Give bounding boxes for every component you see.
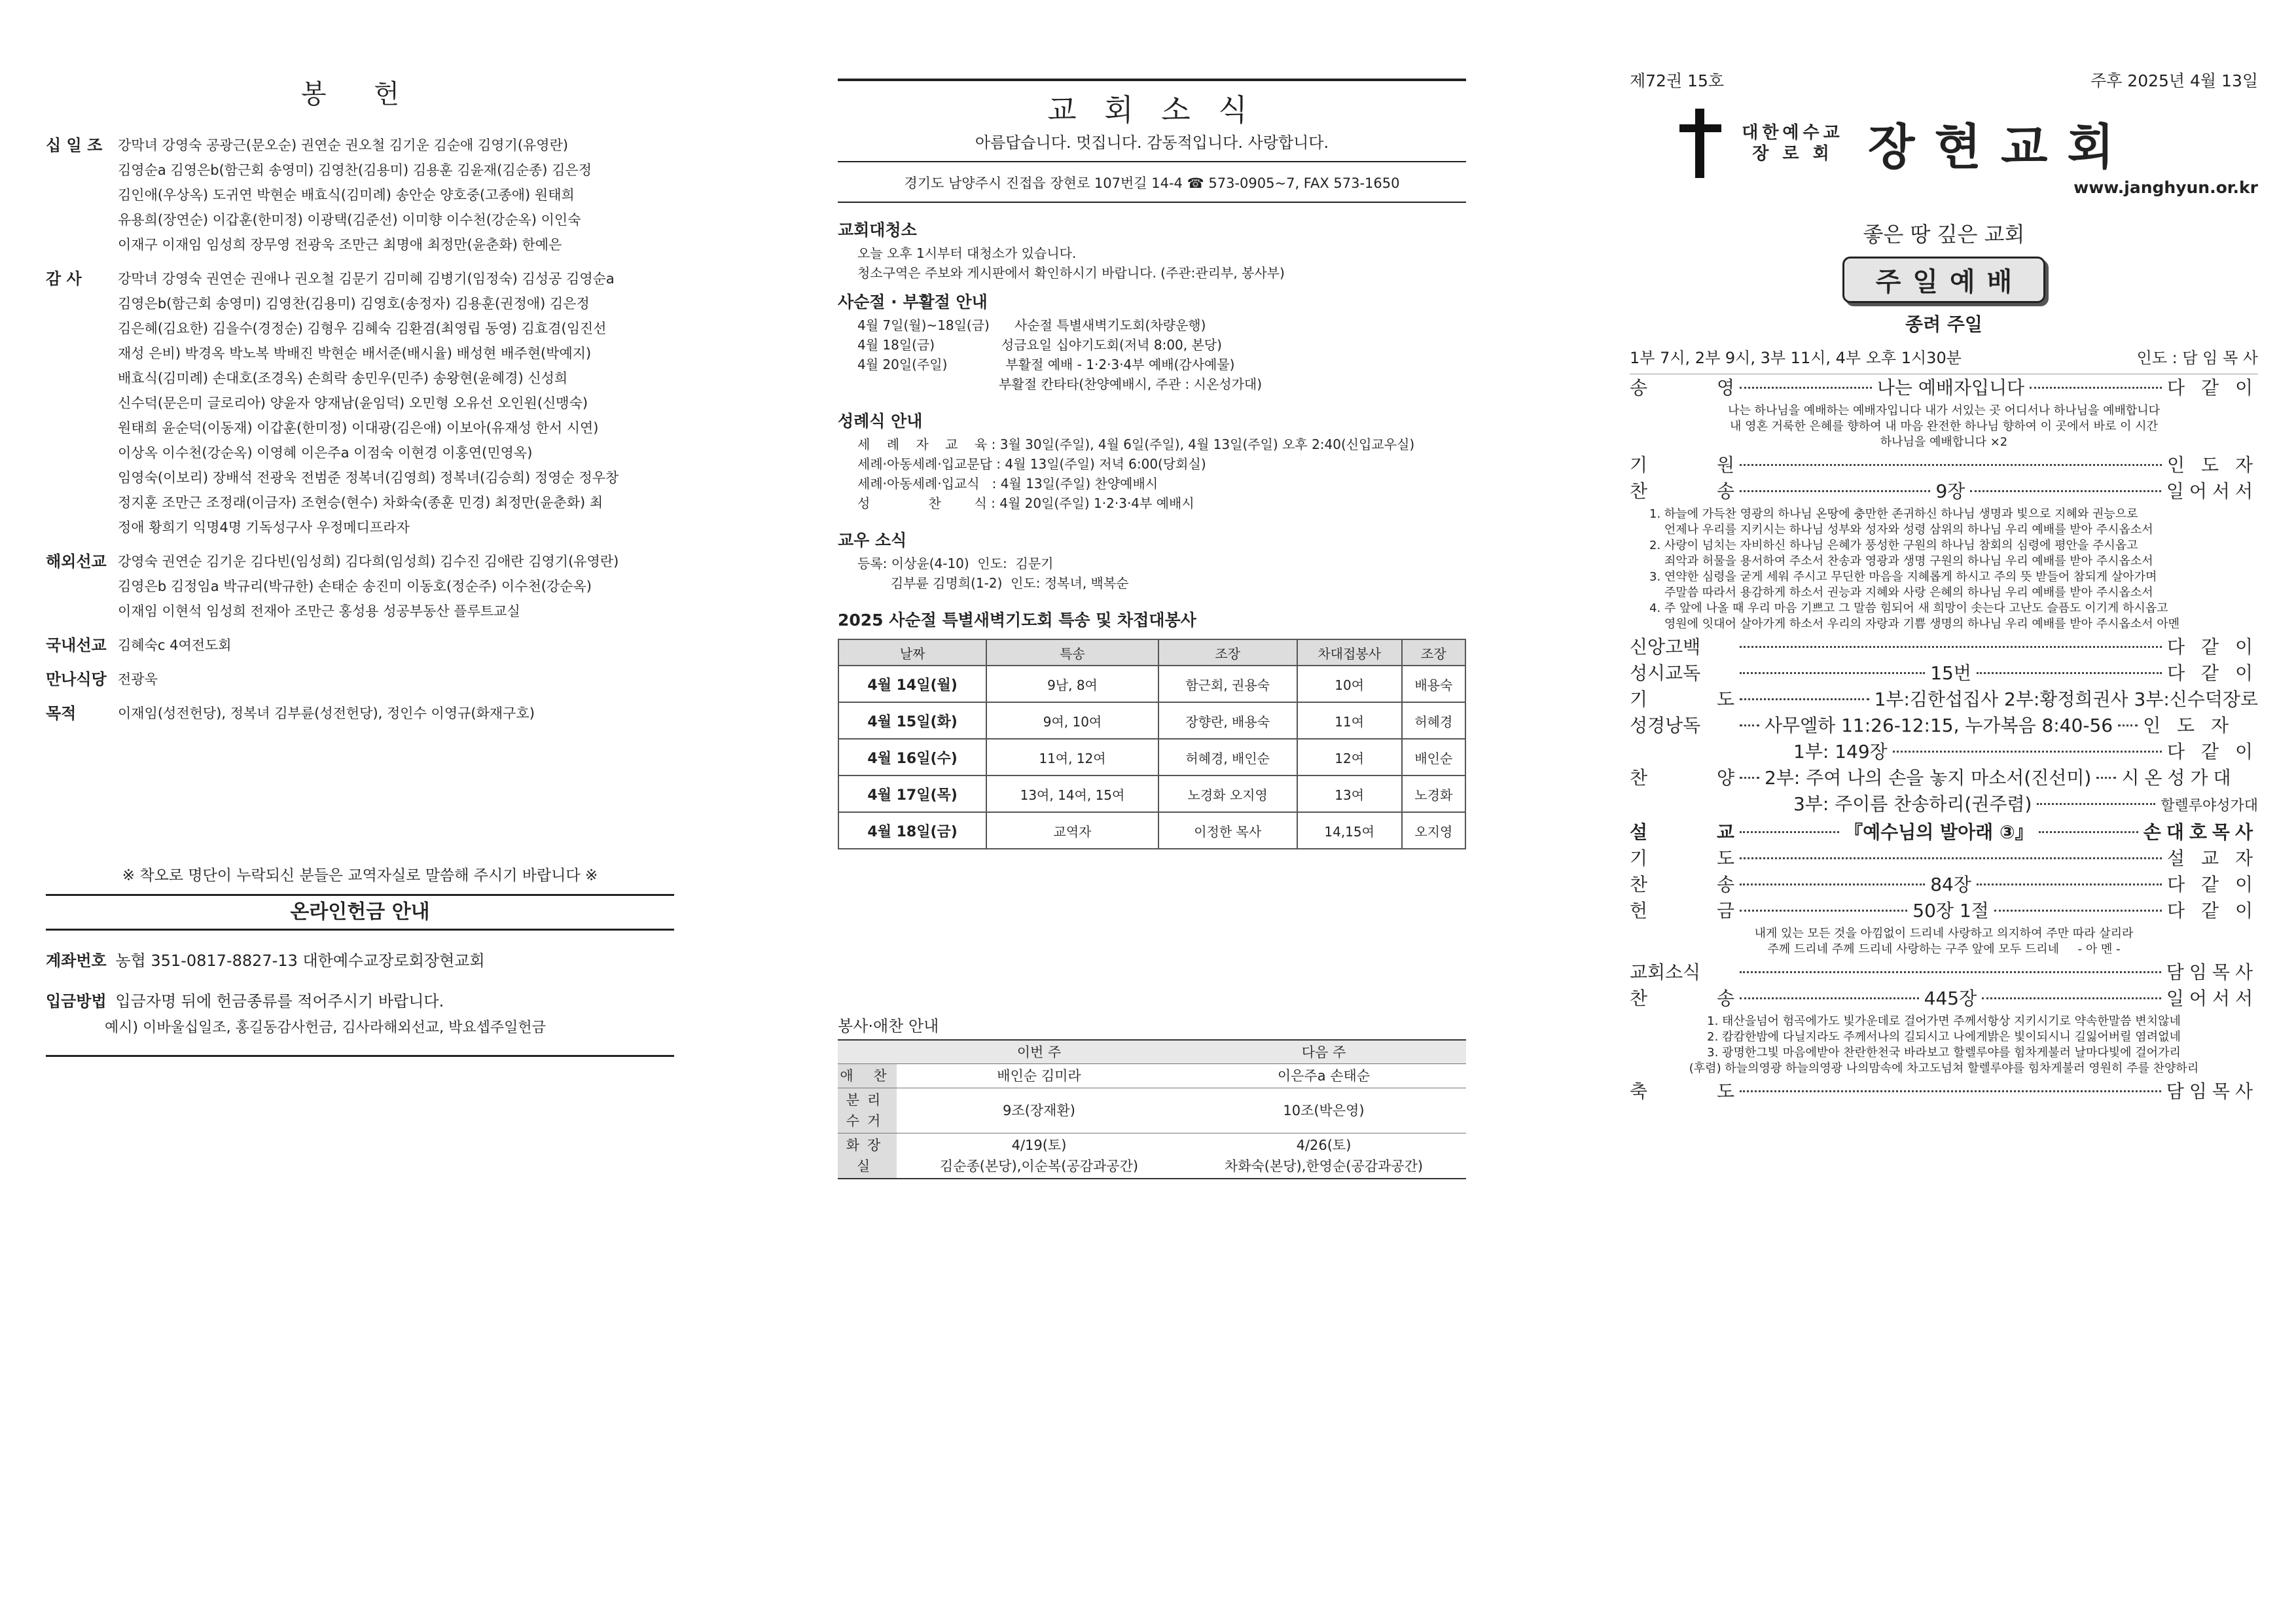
offering-name-line: 정애 황희기 익명4명 기독성구사 우정메디프라자 <box>118 520 410 535</box>
offering-name-line: 유용희(장연순) 이갑훈(한미정) 이광택(김준선) 이미향 이수천(강순옥) 이인숙 <box>118 212 581 228</box>
table-row <box>838 666 1465 702</box>
order-leader: 일어서서 <box>2166 988 2258 1009</box>
dawn-prayer-table <box>838 639 1466 849</box>
order-item <box>1630 687 2258 712</box>
dot-leader <box>1740 490 1930 492</box>
table-cell: 허혜경 <box>1402 702 1465 739</box>
table-header: 다음 주 <box>1181 1040 1466 1063</box>
offering-group <box>46 549 674 624</box>
cross-icon <box>1676 109 1725 178</box>
order-leader: 할렐루야성가대 <box>2161 798 2258 814</box>
method-value: 입금자명 뒤에 헌금종류를 적어주시기 바랍니다. <box>115 992 444 1010</box>
order-label: 교회소식 <box>1630 961 1701 983</box>
lyric-line: 2. 캄캄한밤에 다닐지라도 주께서나의 길되시고 나에게밝은 빛이되시니 길잃어버릴 염려없네 <box>1707 1030 2181 1044</box>
table-cell: 10여 <box>1297 666 1402 702</box>
table-cell: 4/26(토) 차화숙(본당),한영순(공감과공간) <box>1181 1133 1466 1179</box>
dot-leader <box>1740 724 1759 726</box>
order-item <box>1630 792 2258 819</box>
table-header: 차대접봉사 <box>1297 639 1402 666</box>
bulletin-date: 주후 2025년 4월 13일 <box>2090 71 2258 90</box>
denomination: 대한예수교 장 로 회 <box>1742 123 1844 164</box>
dot-leader <box>1740 1090 2161 1092</box>
account-value: 농협 351-0817-8827-13 대한예수교장로회장현교회 <box>115 952 485 970</box>
account-label: 계좌번호 <box>46 952 107 970</box>
table-cell: 노경화 오지영 <box>1158 776 1297 812</box>
table-cell: 화장실 <box>838 1133 897 1179</box>
news-header <box>838 79 1466 162</box>
order-label: 설 교 <box>1630 821 1734 843</box>
table-cell: 4월 16일(수) <box>838 739 986 776</box>
offering-names <box>118 667 674 692</box>
offering-group <box>46 133 674 257</box>
cleaning-title: 교회대청소 <box>838 221 917 240</box>
table-header: 특송 <box>986 639 1158 666</box>
church-motto: 좋은 땅 깊은 교회 <box>1863 222 2025 247</box>
order-of-worship <box>1630 376 2258 1104</box>
order-content: 50장 1절 <box>1912 900 1989 921</box>
order-label: 헌 금 <box>1630 900 1734 921</box>
offering-name-line: 강막녀 강영숙 권연순 권애나 권오철 김문기 김미혜 김병기(임정숙) 김성공 김영순a <box>118 271 615 287</box>
table-row <box>838 1088 1466 1133</box>
table-cell: 10조(박은영) <box>1181 1088 1466 1133</box>
table-cell: 11여 <box>1297 702 1402 739</box>
order-item <box>1630 960 2258 985</box>
order-leader: 다 같 이 <box>2167 874 2258 895</box>
offering-name-line: 신수덕(문은미 글로리아) 양윤자 양재남(윤임덕) 오민형 오유선 오인원(신맹숙) <box>118 395 588 411</box>
order-content: 1부: 149장 <box>1793 741 1888 762</box>
order-label: 기 도 <box>1630 847 1734 869</box>
news-line: 4월 20일(주일) 부활절 예배 - 1·2·3·4부 예배(감사예물) <box>857 357 1235 372</box>
order-label: 성시교독 <box>1630 662 1701 684</box>
hymn-lyrics <box>1630 403 2258 450</box>
offering-name-line: 이재임(성전헌당), 정복녀 김부륜(성전헌당), 정인수 이영규(화재구호) <box>118 705 535 721</box>
offering-name-line: 강영숙 권연순 김기운 김다빈(임성희) 김다희(임성희) 김수진 김애란 김영기(유영란) <box>118 554 619 569</box>
order-content: 나는 예배자입니다 <box>1876 377 2025 399</box>
offering-name-line: 김영순a 김영은b(함근회 송영미) 김영찬(김용미) 김용훈 김윤재(김순종) 김은정 <box>118 162 592 178</box>
order-leader: 다 같 이 <box>2167 662 2258 684</box>
order-item <box>1630 635 2258 660</box>
order-item <box>1630 846 2258 871</box>
lyric-line: 주께 드리네 주께 드리네 사랑하는 구주 앞에 모두 드리네 - 아 멘 - <box>1767 942 2121 956</box>
order-label: 기 도 <box>1630 688 1734 710</box>
offering-group <box>46 266 674 540</box>
table-row <box>838 702 1465 739</box>
table-cell: 13여, 14여, 15여 <box>986 776 1158 812</box>
hymn-lyrics <box>1630 1014 2258 1077</box>
volunteer-table <box>838 1039 1466 1179</box>
news-line: 청소구역은 주보와 게시판에서 확인하시기 바랍니다. (주관:관리부, 봉사부) <box>857 265 1285 281</box>
table-cell: 배인순 김미라 <box>897 1063 1181 1088</box>
lyric-line: 2. 사랑이 넘치는 자비하신 하나님 은혜가 풍성한 구원의 하나님 참회의 심령에 평안을 주시옵고 <box>1649 539 2138 552</box>
offering-name-line: 김인애(우상옥) 도귀연 박현순 배효식(김미례) 송안순 양호중(고종애) 원태희 <box>118 187 575 203</box>
table-row <box>838 776 1465 812</box>
offering-names <box>118 266 674 540</box>
dot-leader <box>1977 672 2162 674</box>
offering-names <box>118 701 674 726</box>
offering-names <box>118 549 674 624</box>
dot-leader <box>1994 910 2162 912</box>
lyric-line: 나는 하나님을 예배하는 예배자입니다 내가 서있는 곳 어디서나 하나님을 예배합니다 <box>1727 404 2161 418</box>
table-header: 조장 <box>1402 639 1465 666</box>
hymn-lyrics <box>1630 507 2258 632</box>
table-cell: 노경화 <box>1402 776 1465 812</box>
offering-list <box>46 133 674 726</box>
order-leader: 손대호목사 <box>2143 821 2258 843</box>
worship-order-page <box>1630 0 2258 1623</box>
table-cell: 9여, 10여 <box>986 702 1158 739</box>
dot-leader <box>1977 883 2162 885</box>
table-cell: 분리수거 <box>838 1088 897 1133</box>
order-content: 2부: 주여 나의 손을 놓지 마소서(진선미) <box>1765 767 2092 789</box>
dot-leader <box>2118 724 2138 726</box>
order-leader: 설 교 자 <box>2167 847 2258 869</box>
dot-leader <box>1740 646 2162 648</box>
order-item <box>1630 740 2258 764</box>
table-cell: 이정한 목사 <box>1158 812 1297 849</box>
lyric-line: 하나님을 예배합니다 ×2 <box>1880 435 2008 449</box>
church-logo <box>1630 107 2258 179</box>
order-leader: 다 같 이 <box>2167 900 2258 921</box>
offering-name-line: 김영은b(함근회 송영미) 김영찬(김용미) 김영호(송정자) 김용훈(권정애) 김은정 <box>118 296 590 312</box>
offering-name-line: 정지훈 조만근 조정래(이금자) 조현승(현수) 차화숙(종훈 민경) 최정만(윤춘화) 최 <box>118 495 603 510</box>
hymn-lyrics <box>1630 926 2258 957</box>
lyric-line: 내 영혼 거룩한 은혜를 향하여 내 마음 완전한 하나님 향하여 이 곳에서 바로 이 시간 <box>1730 419 2158 433</box>
news-line: 세 례 자 교 육 : 3월 30일(주일), 4월 6일(주일), 4월 13일(주일) 오후 2:40(신입교우실) <box>857 437 1415 452</box>
lyric-line: (후렴) 하늘의영광 하늘의영광 나의맘속에 차고도넘쳐 할렐루야를 힘차게불러 영원히 주를 찬양하리 <box>1689 1061 2199 1075</box>
member-news-lines <box>838 554 1466 593</box>
table-header: 조장 <box>1158 639 1297 666</box>
order-item <box>1630 899 2258 923</box>
dot-leader <box>1740 997 1919 999</box>
method-example: 예시) 이바울십일조, 홍길동감사헌금, 김사라해외선교, 박요셉주일헌금 <box>105 1020 546 1036</box>
cleaning-lines <box>838 243 1466 283</box>
offering-names <box>118 633 674 658</box>
lyric-line: 1. 하늘에 가득찬 영광의 하나님 온땅에 충만한 존귀하신 하나님 생명과 빛으로 지혜와 권능으로 <box>1649 507 2138 521</box>
lyric-line: 1. 태산을넘어 험곡에가도 빛가운데로 걸어가면 주께서항상 지키시기로 약속한말씀 변치않네 <box>1707 1014 2181 1028</box>
order-item <box>1630 479 2258 504</box>
order-label: 성경낭독 <box>1630 715 1701 736</box>
dot-leader <box>1740 971 2161 973</box>
order-label: 송 영 <box>1630 377 1734 399</box>
church-news-page <box>838 0 1466 1623</box>
dot-leader <box>1740 831 1839 833</box>
offering-name-line: 전광욱 <box>118 671 158 687</box>
order-label: 찬 송 <box>1630 874 1734 895</box>
worship-badge: 주일예배 <box>1630 257 2258 303</box>
offering-name-line: 김영은b 김정임a 박규리(박규한) 손태순 송진미 이동호(정순주) 이수천(강순옥) <box>118 579 592 594</box>
offering-name-line: 원태희 윤순덕(이동재) 이갑훈(한미정) 이대광(김은애) 이보아(유재성 한서 시연) <box>118 420 599 436</box>
offering-label: 십 일 조 <box>46 136 103 154</box>
offering-group <box>46 667 674 692</box>
sacrament-title: 성례식 안내 <box>838 412 923 431</box>
offering-name-line: 이재임 이현석 임성희 전재아 조만근 홍성용 성공부동산 플루트교실 <box>118 603 520 619</box>
table-row <box>838 739 1465 776</box>
offering-label: 국내선교 <box>46 636 107 654</box>
table-cell: 4월 18일(금) <box>838 812 986 849</box>
order-item <box>1630 376 2258 401</box>
order-leader: 다 같 이 <box>2167 741 2258 762</box>
lent-title: 사순절 · 부활절 안내 <box>838 293 988 312</box>
service-times-row <box>1630 345 2258 374</box>
offering-title: 봉 헌 <box>301 79 419 109</box>
order-content: 9장 <box>1935 480 1965 502</box>
offering-name-line: 임영숙(이보리) 장배석 전광욱 전범준 정복녀(김영희) 정복녀(김승희) 정영순 정우창 <box>118 470 619 486</box>
offering-group <box>46 633 674 658</box>
table-cell: 이은주a 손태순 <box>1181 1063 1466 1088</box>
order-item <box>1630 661 2258 686</box>
offering-label: 해외선교 <box>46 552 107 571</box>
order-label: 찬 송 <box>1630 988 1734 1009</box>
order-content: 15번 <box>1930 662 1971 684</box>
dot-leader <box>1740 698 1869 700</box>
offering-label: 만나식당 <box>46 670 107 688</box>
service-leader: 인도 : 담 임 목 사 <box>2136 349 2258 367</box>
order-content: 445장 <box>1924 988 1977 1009</box>
order-item <box>1630 872 2258 897</box>
table-cell: 11여, 12여 <box>986 739 1158 776</box>
dot-leader <box>1982 997 2161 999</box>
news-line: 4월 7일(월)~18일(금) 사순절 특별새벽기도회(차량운행) <box>857 317 1206 333</box>
dot-leader <box>1740 387 1872 389</box>
lyric-line: 언제나 우리를 지키시는 하나님 성부와 성자와 성령 삼위의 하나님 우리 예배를 받아 주시옵소서 <box>1649 523 2153 537</box>
order-item <box>1630 820 2258 845</box>
order-leader: 담임목사 <box>2166 1080 2258 1102</box>
table-row <box>838 1133 1466 1179</box>
dot-leader <box>1740 777 1759 779</box>
offering-name-line: 이재구 이재임 임성희 장무영 전광욱 조만근 최명애 최정만(윤춘화) 한예은 <box>118 237 562 253</box>
account-row <box>46 946 674 975</box>
news-line: 오늘 오후 1시부터 대청소가 있습니다. <box>857 245 1077 261</box>
table-cell: 9남, 8여 <box>986 666 1158 702</box>
order-label: 축 도 <box>1630 1080 1734 1102</box>
sunday-name: 종려 주일 <box>1905 313 1982 335</box>
order-item <box>1630 766 2258 791</box>
news-line: 성 찬 식 : 4월 20일(주일) 1·2·3·4부 예배시 <box>857 495 1194 511</box>
omission-notice: ※ 착오로 명단이 누락되신 분들은 교역자실로 말씀해 주시기 바랍니다 ※ <box>122 867 598 884</box>
table-cell: 4월 15일(화) <box>838 702 986 739</box>
member-news-title: 교우 소식 <box>838 531 907 550</box>
offering-name-line: 배효식(김미례) 손대호(조경옥) 손희락 송민우(민주) 송왕현(윤혜경) 신성희 <box>118 370 568 386</box>
table-cell: 14,15여 <box>1297 812 1402 849</box>
dot-leader <box>2030 387 2162 389</box>
lyric-line: 영원에 잇대어 살아가게 하소서 우리의 자랑과 기쁨 생명의 하나님 우리 예배를 받아 주시옵소서 아멘 <box>1649 617 2180 631</box>
bulletin-header <box>1630 68 2258 94</box>
news-subtitle: 아름답습니다. 멋집니다. 감동적입니다. 사랑합니다. <box>975 134 1329 152</box>
news-line: 4월 18일(금) 성금요일 십야기도회(저녁 8:00, 본당) <box>857 337 1222 353</box>
table-cell: 4월 14일(월) <box>838 666 986 702</box>
order-leader: 인 도 자 <box>2167 454 2258 476</box>
table-header <box>838 1040 897 1063</box>
order-item <box>1630 986 2258 1011</box>
dot-leader <box>1740 464 2162 466</box>
table-cell: 장향란, 배용숙 <box>1158 702 1297 739</box>
sacrament-lines <box>838 435 1466 513</box>
dot-leader <box>2096 777 2116 779</box>
dawn-prayer-title: 2025 사순절 특별새벽기도회 특송 및 차접대봉사 <box>838 611 1196 630</box>
table-cell: 오지영 <box>1402 812 1465 849</box>
lyric-line: 3. 연약한 심령을 굳게 세워 주시고 무딘한 마음을 지혜롭게 하시고 주의 뜻 받들어 참되게 살아가며 <box>1649 570 2157 584</box>
order-label: 기 원 <box>1630 454 1734 476</box>
lyric-line: 4. 주 앞에 나올 때 우리 마음 기쁘고 그 말씀 힘되어 새 희망이 솟는다 고난도 슬픔도 이기게 하시옵고 <box>1649 601 2168 615</box>
church-address: 경기도 남양주시 진접읍 장현로 107번길 14-4 ☎ 573-0905~7, FAX 573-1650 <box>838 162 1466 203</box>
order-item <box>1630 1079 2258 1104</box>
issue-number: 제72권 15호 <box>1630 71 1725 90</box>
dot-leader <box>1740 883 1925 885</box>
table-cell: 4/19(토) 김순종(본당),이순복(공감과공간) <box>897 1133 1181 1179</box>
order-content: 3부: 주이름 찬송하리(권주렴) <box>1793 793 2032 815</box>
church-name: 장현교회 <box>1868 119 2134 175</box>
order-leader: 다 같 이 <box>2167 636 2258 658</box>
news-title: 교 회 소 식 <box>1047 92 1257 128</box>
table-cell: 허혜경, 배인순 <box>1158 739 1297 776</box>
lent-lines <box>838 315 1466 394</box>
order-label: 찬 양 <box>1630 767 1734 789</box>
dot-leader <box>2037 803 2155 805</box>
lyric-line: 죄악과 허물을 용서하여 주소서 찬송과 영광과 생명 구원의 하나님 우리 예배를 받아 주시옵소서 <box>1649 554 2153 568</box>
dot-leader <box>1740 910 1907 912</box>
dot-leader <box>1970 490 2161 492</box>
dot-leader <box>1893 751 2162 753</box>
offering-page <box>46 0 674 1623</box>
news-line: 등록: 이상윤(4-10) 인도: 김문기 <box>857 556 1054 571</box>
table-cell: 4월 17일(목) <box>838 776 986 812</box>
table-row <box>838 1063 1466 1088</box>
table-header: 날짜 <box>838 639 986 666</box>
offering-name-line: 강막녀 강영숙 공광근(문오순) 권연순 권오철 김기운 김순애 김영기(유영란) <box>118 137 569 153</box>
church-url: www.janghyun.or.kr <box>2073 178 2258 197</box>
volunteer-title: 봉사·애찬 안내 <box>838 1017 939 1035</box>
news-line: 김부륜 김명희(1-2) 인도: 정복녀, 백복순 <box>857 575 1129 591</box>
news-line: 세례·아동세례·입교식 : 4월 13일(주일) 찬양예배시 <box>857 476 1158 491</box>
order-content: 84장 <box>1930 874 1971 895</box>
table-cell: 교역자 <box>986 812 1158 849</box>
offering-name-line: 김은혜(김요한) 김을수(경정순) 김형우 김혜숙 김환겸(최영립 동영) 김효겸(임진선 <box>118 321 607 336</box>
news-line: 세례·아동세례·입교문답 : 4월 13일(주일) 저녁 6:00(당회실) <box>857 456 1206 472</box>
dot-leader <box>1740 857 2162 859</box>
order-label: 신앙고백 <box>1630 636 1701 658</box>
table-cell: 13여 <box>1297 776 1402 812</box>
order-leader: 다 같 이 <box>2167 377 2258 399</box>
online-offering-title: 온라인헌금 안내 <box>46 894 674 931</box>
offering-label: 목적 <box>46 704 77 722</box>
table-cell: 배인순 <box>1402 739 1465 776</box>
order-content: 『예수님의 발아래 ③』 <box>1844 821 2034 843</box>
table-row <box>838 812 1465 849</box>
order-leader: 시온성가대 <box>2121 767 2236 789</box>
method-row <box>46 987 674 1016</box>
table-cell: 함근회, 권용숙 <box>1158 666 1297 702</box>
offering-name-line: 김혜숙c 4여전도회 <box>118 637 232 653</box>
order-leader: 담임목사 <box>2166 961 2258 983</box>
order-content: 사무엘하 11:26-12:15, 누가복음 8:40-56 <box>1765 715 2113 736</box>
offering-name-line: 재성 은비) 박경옥 박노복 박배진 박현순 배서준(배시율) 배성현 배주현(박예지) <box>118 346 592 361</box>
service-times: 1부 7시, 2부 9시, 3부 11시, 4부 오후 1시30분 <box>1630 349 1962 367</box>
order-leader: 일어서서 <box>2166 480 2258 502</box>
dot-leader <box>1740 672 1925 674</box>
offering-name-line: 이상옥 이수천(강순옥) 이영혜 이은주a 이점숙 이현경 이홍연(민영옥) <box>118 445 533 461</box>
lyric-line: 내게 있는 모든 것을 아낌없이 드리네 사랑하고 의지하여 주만 따라 살리라 <box>1754 927 2134 940</box>
lyric-line: 주말씀 따라서 용감하게 하소서 권능과 지혜와 사랑 은혜의 하나님 우리 예배를 받아 주시옵소서 <box>1649 586 2153 599</box>
method-label: 입금방법 <box>46 992 107 1010</box>
order-leader: 인 도 자 <box>2143 715 2234 736</box>
dot-leader <box>2039 831 2138 833</box>
online-offering-box <box>46 931 674 1057</box>
news-line: 부활절 칸타타(찬양예배시, 주관 : 시온성가대) <box>857 376 1263 392</box>
order-item <box>1630 453 2258 478</box>
offering-group <box>46 701 674 726</box>
order-content: 1부:김한섭집사 2부:황정희권사 3부:신수덕장로 <box>1874 688 2258 710</box>
table-cell: 애 찬 <box>838 1063 897 1088</box>
table-header: 이번 주 <box>897 1040 1181 1063</box>
offering-names <box>118 133 674 257</box>
offering-label: 감 사 <box>46 270 82 288</box>
table-cell: 배용숙 <box>1402 666 1465 702</box>
order-item <box>1630 713 2258 738</box>
table-cell: 9조(장재환) <box>897 1088 1181 1133</box>
table-cell: 12여 <box>1297 739 1402 776</box>
order-label: 찬 송 <box>1630 480 1734 502</box>
lyric-line: 3. 광명한그빛 마음에받아 찬란한천국 바라보고 할렐루야를 힘차게불러 날마다빛에 걸어가리 <box>1707 1046 2181 1060</box>
